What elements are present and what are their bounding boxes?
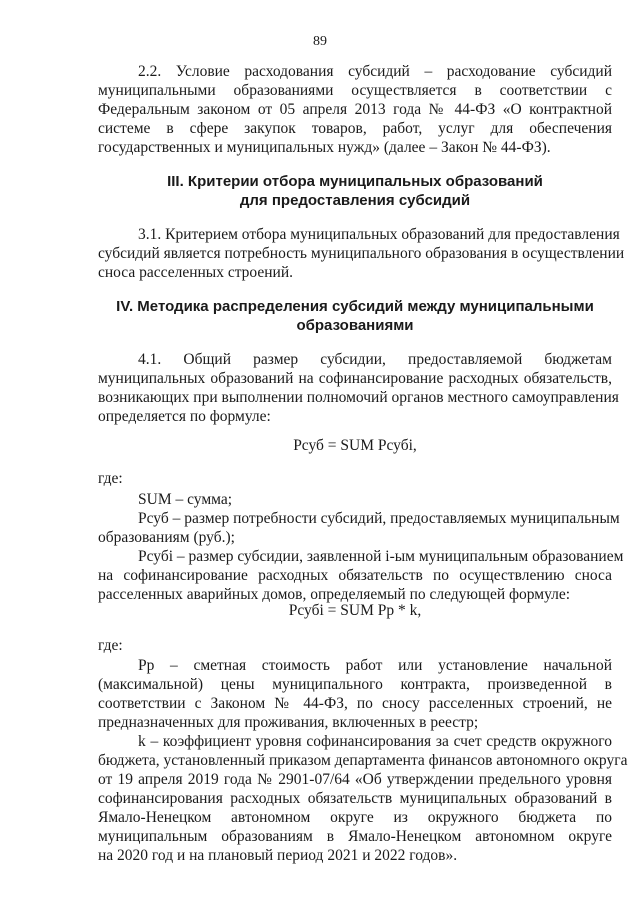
definition-k: на 2020 год и на плановый период 2021 и 2022 годов». [98, 847, 458, 864]
definition-k: k – коэффициент уровня софинансирования за счет средств окружного [138, 733, 612, 750]
page-number: 89 [313, 34, 327, 49]
paragraph-4-1-line: возникающих при выполнении полномочий органов местного самоуправления [98, 389, 619, 406]
paragraph-2-2-line: Федеральным законом от 05 апреля 2013 года № 44-ФЗ «О контрактной [98, 101, 612, 118]
definition-k: бюджета, установленный приказом департамента финансов автономного округа [98, 752, 628, 769]
definition-pp: предназначенных для проживания, включенных в реестр; [98, 714, 479, 731]
paragraph-2-2-line: муниципальными образованиями осуществляется в соответствии с [98, 82, 612, 99]
definition-psub: Рсуб – размер потребности субсидий, предоставляемых муниципальным [138, 510, 620, 527]
definition-sum: SUM – сумма; [138, 491, 233, 508]
paragraph-4-1-line: муниципальных образований на софинансирование расходных обязательств, [98, 370, 612, 387]
paragraph-3-1-line: сноса расселенных строений. [98, 264, 294, 281]
formula-1: Рсуб = SUM Рсубі, [293, 437, 417, 454]
definition-psubi: на софинансирование расходных обязательств по осуществлению сноса [98, 567, 612, 584]
paragraph-3-1-line: субсидий является потребность муниципального образования в осуществлении [98, 245, 625, 262]
definition-psub: образованиям (руб.); [98, 529, 235, 546]
definition-psubi: расселенных аварийных домов, определяемый по следующей формуле: [98, 586, 571, 603]
section-3-heading: III. Критерии отбора муниципальных образований [167, 173, 543, 190]
paragraph-3-1-line: 3.1. Критерием отбора муниципальных образований для предоставления [138, 226, 620, 243]
paragraph-2-2-line: системе в сфере закупок товаров, работ, услуг для обеспечения [98, 120, 612, 137]
definition-k: муниципальным образованиям в Ямало-Ненецком автономном округе [98, 828, 612, 845]
definition-k: от 19 апреля 2019 года № 2901-07/64 «Об утверждении предельного уровня [98, 771, 612, 788]
paragraph-4-1-line: 4.1. Общий размер субсидии, предоставляемой бюджетам [138, 351, 612, 368]
definition-k: Ямало-Ненецком автономном округе из окружного бюджета по [98, 809, 612, 826]
definition-pp: соответствии с Законом № 44-ФЗ, по сносу расселенных строений, не [98, 695, 612, 712]
where-label: где: [98, 470, 123, 487]
section-4-heading: IV. Методика распределения субсидий между муниципальными [116, 298, 594, 315]
paragraph-2-2-line: государственных и муниципальных нужд» (далее – Закон № 44-ФЗ). [98, 139, 551, 156]
definition-pp: (максимальной) цены муниципального контракта, произведенной в [98, 676, 612, 693]
paragraph-2-2-line: 2.2. Условие расходования субсидий – расходование субсидий [138, 63, 612, 80]
paragraph-4-1-line: определяется по формуле: [98, 408, 271, 425]
definition-k: софинансирования расходных обязательств муниципальных образований в [98, 790, 612, 807]
section-4-heading: образованиями [296, 317, 414, 334]
formula-2: Рсубі = SUM Рр * k, [288, 602, 422, 619]
definition-psubi: Рсубі – размер субсидии, заявленной і-ым муниципальным образованием [138, 548, 624, 565]
definition-pp: Рр – сметная стоимость работ или установление начальной [138, 657, 612, 674]
section-3-heading: для предоставления субсидий [239, 192, 471, 209]
where-label: где: [98, 637, 123, 654]
